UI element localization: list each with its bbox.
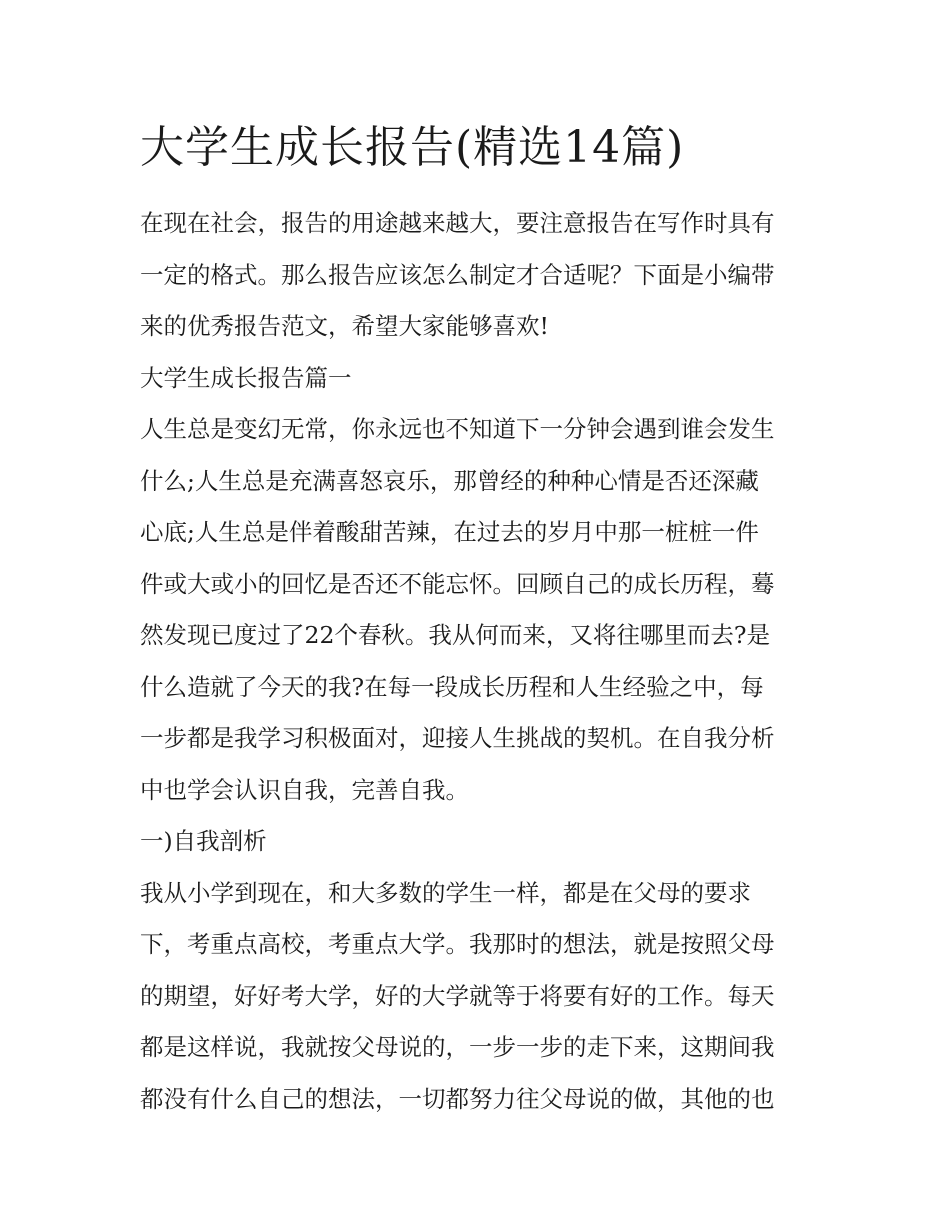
text-line: 下，考重点高校，考重点大学。我那时的想法，就是按照父母 bbox=[140, 930, 775, 958]
text-line: 中也学会认识自我，完善自我。 bbox=[140, 775, 469, 804]
document-title: 大学生成长报告(精选14篇) bbox=[140, 122, 685, 173]
section-heading: 大学生成长报告篇一 bbox=[140, 363, 352, 392]
text-line: 然发现已度过了22个春秋。我从何而来，又将往哪里而去?是 bbox=[140, 621, 771, 649]
text-line: 什么造就了今天的我?在每一段成长历程和人生经验之中，每 bbox=[140, 672, 764, 701]
text-line: 一步都是我学习积极面对，迎接人生挑战的契机。在自我分析 bbox=[140, 724, 775, 752]
subsection-heading: 一)自我剖析 bbox=[140, 827, 267, 855]
text-line: 件或大或小的回忆是否还不能忘怀。回顾自己的成长历程，蓦 bbox=[140, 569, 775, 598]
document-body bbox=[140, 198, 812, 1125]
text-line: 心底;人生总是伴着酸甜苦辣，在过去的岁月中那一桩桩一件 bbox=[140, 518, 759, 546]
text-line: 的期望，好好考大学，好的大学就等于将要有好的工作。每天 bbox=[140, 981, 775, 1010]
text-line: 一定的格式。那么报告应该怎么制定才合适呢？下面是小编带 bbox=[140, 260, 775, 289]
text-line: 都是这样说，我就按父母说的，一步一步的走下来，这期间我 bbox=[140, 1033, 775, 1061]
text-line: 来的优秀报告范文，希望大家能够喜欢! bbox=[140, 312, 549, 340]
text-line: 我从小学到现在，和大多数的学生一样，都是在父母的要求 bbox=[140, 878, 751, 907]
text-line: 都没有什么自己的想法，一切都努力往父母说的做，其他的也 bbox=[140, 1084, 775, 1113]
text-line: 人生总是变幻无常，你永远也不知道下一分钟会遇到谁会发生 bbox=[140, 415, 775, 443]
text-line: 什么;人生总是充满喜怒哀乐，那曾经的种种心情是否还深藏 bbox=[140, 466, 759, 495]
text-line: 在现在社会，报告的用途越来越大，要注意报告在写作时具有 bbox=[140, 209, 775, 237]
